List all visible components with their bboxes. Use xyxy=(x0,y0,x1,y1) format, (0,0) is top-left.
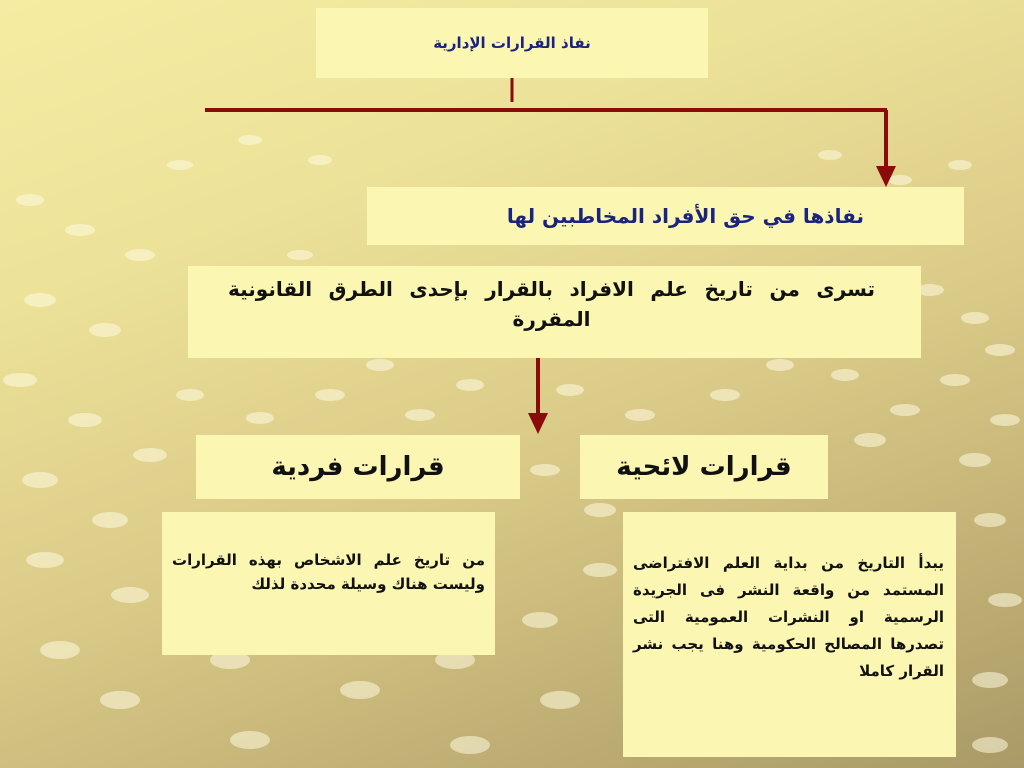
slide-title xyxy=(316,8,708,78)
individual-decisions-text: من تاريخ علم الاشخاص بهذه القرارات وليست هناك وسيلة محددة لذلك xyxy=(172,551,485,593)
description-text: تسرى من تاريخ علم الافراد بالقرار بإحدى الطرق القانونية المقررة xyxy=(228,277,875,331)
subtitle-box xyxy=(367,187,964,245)
individual-decisions-heading: قرارات فردية xyxy=(271,452,445,482)
regulatory-decisions-heading: قرارات لائحية xyxy=(616,452,792,482)
individual-decisions-heading-box xyxy=(196,435,520,499)
regulatory-decisions-text-box xyxy=(623,512,956,757)
subtitle-text: نفاذها في حق الأفراد المخاطبين لها xyxy=(506,204,864,228)
arrow-head-to-categories xyxy=(528,413,548,434)
slide-title-text: نفاذ القرارات الإدارية xyxy=(433,34,591,52)
regulatory-decisions-heading-box xyxy=(580,435,828,499)
regulatory-decisions-text: يبدأ التاريخ من بداية العلم الافتراضى المستمد من واقعة النشر فى الجريدة الرسمية او النشرات العمومية التى تصدرها المصالح الحكومية وهنا يجب نشر القرار كاملا xyxy=(633,554,944,680)
arrow-head-to-subtitle xyxy=(876,166,896,187)
description-box xyxy=(188,266,921,358)
individual-decisions-text-box xyxy=(162,512,495,655)
